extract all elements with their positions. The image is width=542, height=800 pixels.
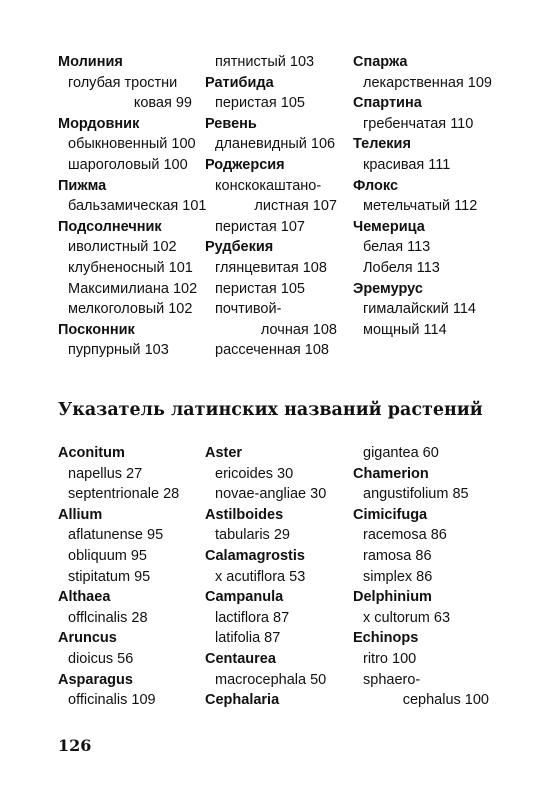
index-entry: лочная 108 [260, 321, 337, 338]
index-entry: Лобеля 113 [363, 259, 440, 276]
index-genus-heading: Спартина [353, 95, 422, 112]
index-genus-heading: Мордовник [58, 115, 140, 132]
index-entry: napellus 27 [68, 465, 143, 482]
index-entry: почтивой- [215, 301, 282, 318]
index-entry: gigantea 60 [363, 445, 439, 461]
index-genus-heading: Флокс [353, 177, 399, 194]
index-genus-heading: Cephalaria [205, 692, 280, 709]
index-entry: мелкоголовый 102 [68, 301, 193, 318]
index-entry: иволистный 102 [68, 239, 177, 256]
index-entry: шароголовый 100 [68, 156, 188, 173]
index-entry: голубая тростни [68, 74, 178, 91]
index-genus-heading: Aconitum [58, 445, 125, 461]
index-genus-heading: Centaurea [205, 650, 276, 667]
index-genus-heading: Allium [58, 506, 103, 523]
index-genus-heading: Echinops [353, 630, 419, 647]
index-genus-heading: Роджерсия [205, 156, 285, 173]
index-entry: septentrionale 28 [68, 486, 180, 503]
index-entry: перистая 105 [215, 95, 305, 112]
index-entry: бальзамическая 101 [68, 198, 207, 215]
russian-index-column-2 [205, 52, 341, 361]
index-entry: дланевидный 106 [215, 136, 336, 153]
index-entry: ericoides 30 [215, 465, 294, 482]
index-entry: мощный 114 [363, 321, 447, 338]
russian-index-column-3 [353, 52, 499, 340]
index-genus-heading: Asparagus [58, 671, 133, 688]
index-entry: листная 107 [254, 198, 337, 215]
index-entry: клубненосный 101 [68, 259, 193, 276]
russian-index-column-1 [58, 52, 207, 361]
index-entry: Максимилиана 102 [68, 280, 198, 297]
index-entry: x acutiflora 53 [215, 568, 306, 585]
index-genus-heading: Ревень [205, 115, 257, 132]
index-entry: latifolia 87 [215, 630, 281, 647]
latin-index-column-3 [353, 443, 493, 711]
index-entry: белая 113 [363, 239, 431, 256]
latin-index-heading: Указатель латинских названий растений [58, 400, 483, 420]
index-genus-heading: Aruncus [58, 630, 117, 647]
index-entry: novae-angliae 30 [215, 486, 327, 503]
index-genus-heading: Чемерица [353, 218, 425, 235]
index-genus-heading: Спаржа [353, 54, 408, 70]
index-genus-heading: Подсолнечник [58, 218, 162, 235]
index-entry: ramosa 86 [363, 547, 432, 564]
index-entry: angustifolium 85 [363, 486, 469, 503]
index-entry: гималайский 114 [363, 301, 476, 318]
index-entry: cephalus 100 [402, 692, 489, 709]
index-entry: пятнистый 103 [215, 54, 315, 70]
index-entry: конскокаштано- [215, 177, 322, 194]
index-genus-heading: Эремурус [353, 280, 423, 297]
index-entry: simplex 86 [363, 568, 433, 585]
latin-index-column-2 [205, 443, 341, 711]
index-entry: dioicus 56 [68, 650, 134, 667]
index-entry: обыкновенный 100 [68, 136, 196, 153]
index-genus-heading: Althaea [58, 589, 111, 606]
index-entry: пурпурный 103 [68, 342, 169, 359]
index-entry: красивая 111 [363, 156, 451, 173]
index-entry: метельчатый 112 [363, 198, 478, 215]
index-entry: перистая 105 [215, 280, 305, 297]
index-genus-heading: Пижма [58, 177, 107, 194]
index-entry: racemosa 86 [363, 527, 447, 544]
index-genus-heading: Рудбекия [205, 239, 274, 256]
index-entry: перистая 107 [215, 218, 305, 235]
index-genus-heading: Delphinium [353, 589, 432, 606]
index-genus-heading: Aster [205, 445, 243, 461]
index-genus-heading: Campanula [205, 589, 284, 606]
latin-index-column-1 [58, 443, 196, 711]
index-genus-heading: Chamerion [353, 465, 429, 482]
index-entry: глянцевитая 108 [215, 259, 327, 276]
page-number: 126 [58, 736, 92, 755]
index-entry: x cultorum 63 [363, 609, 451, 626]
index-entry: ritro 100 [363, 650, 417, 667]
index-entry: offlcinalis 28 [68, 609, 148, 626]
index-entry: lactiflora 87 [215, 609, 290, 626]
index-entry: гребенчатая 110 [363, 115, 474, 132]
index-entry: obliquum 95 [68, 547, 147, 564]
index-entry: officinalis 109 [68, 692, 156, 709]
index-genus-heading: Посконник [58, 321, 135, 338]
index-genus-heading: Astilboides [205, 506, 284, 523]
index-entry: tabularis 29 [215, 527, 290, 544]
index-genus-heading: Calamagrostis [205, 547, 305, 564]
index-entry: лекарственная 109 [363, 74, 492, 91]
index-genus-heading: Молиния [58, 54, 123, 70]
index-entry: ковая 99 [133, 95, 192, 112]
index-genus-heading: Ратибида [205, 74, 274, 91]
index-entry: sphaero- [363, 671, 421, 688]
index-entry: macrocephala 50 [215, 671, 327, 688]
index-entry: aflatunense 95 [68, 527, 164, 544]
index-entry: рассеченная 108 [215, 342, 329, 359]
index-genus-heading: Телекия [353, 136, 411, 153]
index-entry: stipitatum 95 [68, 568, 151, 585]
index-genus-heading: Cimicifuga [353, 506, 428, 523]
